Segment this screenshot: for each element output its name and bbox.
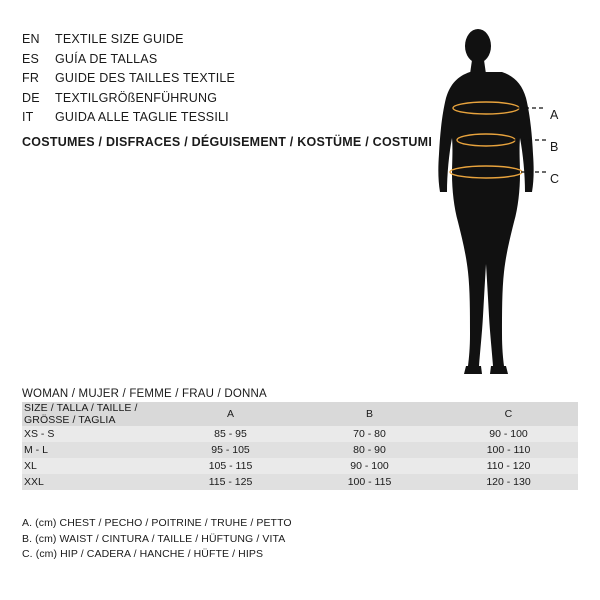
- language-text: TEXTILGRÖßENFÜHRUNG: [55, 90, 218, 105]
- cell-size: XXL: [22, 474, 161, 490]
- measurement-notes: [22, 516, 292, 563]
- size-table-area: [0, 386, 600, 490]
- cell-b: 90 - 100: [300, 458, 439, 474]
- table-row: [22, 442, 578, 458]
- language-code: EN: [22, 32, 40, 46]
- language-text: GUIDA ALLE TAGLIE TESSILI: [55, 110, 229, 124]
- woman-figure: [400, 22, 580, 382]
- language-list: [22, 30, 352, 128]
- cell-size: XS - S: [22, 426, 161, 442]
- cell-a: 85 - 95: [161, 426, 300, 442]
- language-code: ES: [22, 51, 40, 66]
- cell-size: XL: [22, 458, 161, 474]
- measure-label-c: C: [550, 172, 560, 186]
- size-table: [22, 386, 578, 490]
- column-header-size: SIZE / TALLA / TAILLE / GRÖSSE / TAGLIA: [22, 402, 161, 426]
- cell-c: 100 - 110: [439, 442, 578, 458]
- language-row: [22, 89, 352, 109]
- language-text: GUIDE DES TAILLES TEXTILE: [55, 71, 236, 85]
- table-title: WOMAN / MUJER / FEMME / FRAU / DONNA: [22, 386, 578, 402]
- column-header-c: C: [439, 402, 578, 426]
- cell-c: 120 - 130: [439, 474, 578, 490]
- measure-label-a: A: [550, 108, 559, 122]
- cell-b: 70 - 80: [300, 426, 439, 442]
- woman-silhouette-icon: [400, 22, 580, 382]
- language-row: [22, 69, 352, 89]
- language-row: [22, 108, 352, 128]
- language-text: TEXTILE SIZE GUIDE: [55, 32, 184, 46]
- language-code: IT: [22, 110, 34, 124]
- costumes-subtitle: COSTUMES / DISFRACES / DÉGUISEMENT / KOSTÜME / COSTUMI: [22, 135, 433, 149]
- cell-c: 110 - 120: [439, 458, 578, 474]
- cell-b: 100 - 115: [300, 474, 439, 490]
- cell-c: 90 - 100: [439, 426, 578, 442]
- table-header-row: [22, 402, 578, 426]
- language-row: [22, 50, 352, 70]
- note-b: B. (cm) WAIST / CINTURA / TAILLE / HÜFTUNG / VITA: [22, 532, 286, 545]
- measure-label-b: B: [550, 140, 559, 154]
- note-c: C. (cm) HIP / CADERA / HANCHE / HÜFTE / HIPS: [22, 548, 264, 560]
- table-row: [22, 474, 578, 490]
- cell-a: 95 - 105: [161, 442, 300, 458]
- cell-size: M - L: [22, 442, 161, 458]
- language-code: FR: [22, 71, 40, 85]
- language-text: GUÍA DE TALLAS: [55, 51, 158, 66]
- note-a: A. (cm) CHEST / PECHO / POITRINE / TRUHE / PETTO: [22, 517, 292, 529]
- column-header-b: B: [300, 402, 439, 426]
- language-row: [22, 30, 352, 50]
- cell-a: 105 - 115: [161, 458, 300, 474]
- cell-b: 80 - 90: [300, 442, 439, 458]
- table-title-row: [22, 386, 578, 402]
- table-row: [22, 458, 578, 474]
- language-code: DE: [22, 90, 40, 105]
- table-row: [22, 426, 578, 442]
- cell-a: 115 - 125: [161, 474, 300, 490]
- column-header-a: A: [161, 402, 300, 426]
